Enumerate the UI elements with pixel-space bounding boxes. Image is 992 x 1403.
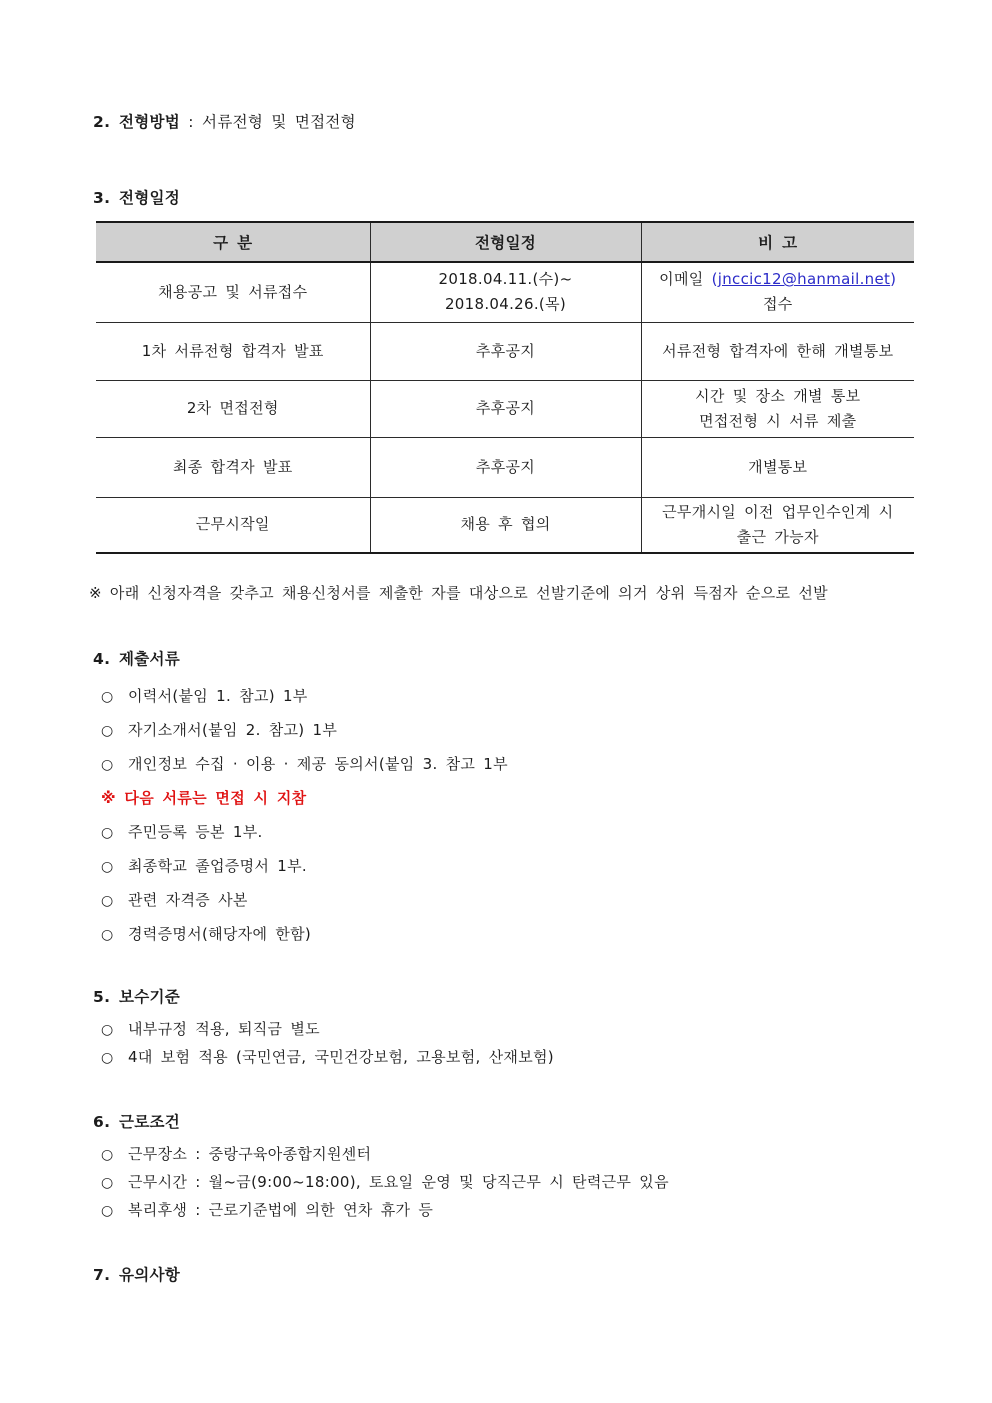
list-item-text: 최종학교 졸업증명서 1부.	[128, 857, 307, 875]
selection-criteria-note: ※ 아래 신청자격을 갖추고 채용신청서를 제출한 자를 대상으로 선발기준에 의거 상위 득점자 순으로 선발	[89, 584, 828, 602]
schedule-table-header-row	[96, 222, 914, 262]
email-link[interactable]: jnccic12@hanmail.net	[717, 270, 891, 289]
list-item-text: 이력서(붙임 1. 참고) 1부	[128, 687, 308, 705]
table-row	[96, 437, 914, 497]
note-line-1: 시간 및 장소 개별 통보	[695, 386, 861, 405]
note-line-2: 출근 가능자	[736, 527, 819, 546]
list-item-text: 관련 자격증 사본	[128, 891, 248, 909]
header-category: 구 분	[96, 222, 370, 262]
section-documents-heading	[93, 647, 180, 669]
list-item-text: 복리후생 : 근로기준법에 의한 연차 휴가 등	[128, 1201, 434, 1219]
circle-bullet-icon: ○	[101, 1175, 114, 1191]
list-item-text: 경력증명서(해당자에 한함)	[128, 925, 312, 943]
section-documents-title: 4. 제출서류	[93, 650, 181, 668]
section-method-heading	[93, 110, 356, 132]
email-paren-close: )	[890, 270, 897, 289]
schedule-line-1: 2018.04.11.(수)~	[438, 270, 573, 289]
circle-bullet-icon: ○	[101, 825, 114, 841]
cell-schedule: 채용 후 협의	[370, 497, 641, 553]
schedule-table	[96, 221, 914, 554]
table-row	[96, 497, 914, 553]
cell-category: 1차 서류전형 합격자 발표	[96, 322, 370, 380]
circle-bullet-icon: ○	[101, 723, 114, 739]
note-line-2: 면접전형 시 서류 제출	[699, 411, 857, 430]
list-item	[101, 1172, 669, 1200]
section-method-separator: :	[180, 113, 203, 131]
pay-list	[101, 1019, 554, 1075]
section-work-title: 6. 근로조건	[93, 1113, 181, 1131]
list-item	[101, 1200, 669, 1228]
list-item	[101, 1019, 554, 1047]
work-conditions-list	[101, 1144, 669, 1228]
list-item-text: 주민등록 등본 1부.	[128, 823, 263, 841]
section-schedule-title: 3. 전형일정	[93, 189, 181, 207]
list-item	[101, 822, 508, 856]
list-item	[101, 686, 508, 720]
section-work-heading	[93, 1110, 180, 1132]
list-item	[101, 890, 508, 924]
section-pay-heading	[93, 985, 180, 1007]
cell-category: 근무시작일	[195, 515, 270, 534]
circle-bullet-icon: ○	[101, 1050, 114, 1066]
section-pay-title: 5. 보수기준	[93, 988, 181, 1006]
section-notice-title: 7. 유의사항	[93, 1266, 181, 1284]
section-method-title: 2. 전형방법	[93, 113, 181, 131]
cell-category: 최종 합격자 발표	[96, 437, 370, 497]
list-item-text: 근무장소 : 중랑구육아종합지원센터	[128, 1145, 372, 1163]
list-item-text: 개인정보 수집 · 이용 · 제공 동의서(붙임 3. 참고 1부	[128, 755, 508, 773]
cell-category: 2차 면접전형	[96, 380, 370, 437]
section-notice-heading	[93, 1263, 180, 1285]
list-item	[101, 754, 508, 788]
note-line-2: 접수	[762, 295, 793, 314]
circle-bullet-icon: ○	[101, 1203, 114, 1219]
section-schedule-heading	[93, 186, 180, 208]
list-item	[101, 1144, 669, 1172]
section-method-text: 서류전형 및 면접전형	[202, 113, 356, 131]
header-schedule: 전형일정	[370, 222, 641, 262]
list-item-text: 자기소개서(붙임 2. 참고) 1부	[128, 721, 338, 739]
schedule-line-2: 2018.04.26.(목)	[444, 295, 567, 314]
note-line-1	[642, 267, 915, 292]
cell-note	[641, 262, 914, 322]
list-item-text: 근무시간 : 월~금(9:00~18:00), 토요일 운영 및 당직근무 시 탄력근무 있음	[128, 1173, 669, 1191]
interview-documents-warning: ※ 다음 서류는 면접 시 지참	[101, 789, 307, 807]
circle-bullet-icon: ○	[101, 757, 114, 773]
cell-schedule: 추후공지	[370, 322, 641, 380]
circle-bullet-icon: ○	[101, 893, 114, 909]
cell-note: 개별통보	[641, 437, 914, 497]
cell-category: 채용공고 및 서류접수	[96, 262, 370, 322]
table-row	[96, 380, 914, 437]
list-item	[101, 720, 508, 754]
email-paren-open: (	[711, 270, 718, 289]
circle-bullet-icon: ○	[101, 859, 114, 875]
list-item-text: 내부규정 적용, 퇴직금 별도	[128, 1020, 320, 1038]
documents-list	[101, 686, 508, 958]
table-row	[96, 322, 914, 380]
cell-note: 서류전형 합격자에 한해 개별통보	[641, 322, 914, 380]
header-note: 비 고	[641, 222, 914, 262]
cell-schedule: 추후공지	[370, 380, 641, 437]
table-row	[96, 262, 914, 322]
list-item-text: 4대 보험 적용 (국민연금, 국민건강보험, 고용보험, 산재보험)	[128, 1048, 554, 1066]
circle-bullet-icon: ○	[101, 689, 114, 705]
circle-bullet-icon: ○	[101, 1022, 114, 1038]
cell-note	[641, 380, 914, 437]
note-line-1: 근무개시일 이전 업무인수인계 시	[662, 502, 894, 521]
list-item	[101, 924, 508, 958]
circle-bullet-icon: ○	[101, 1147, 114, 1163]
cell-schedule: 추후공지	[370, 437, 641, 497]
cell-schedule	[370, 262, 641, 322]
email-label: 이메일	[659, 270, 712, 289]
list-item	[101, 856, 508, 890]
cell-note	[641, 497, 914, 553]
circle-bullet-icon: ○	[101, 927, 114, 943]
list-item	[101, 1047, 554, 1075]
